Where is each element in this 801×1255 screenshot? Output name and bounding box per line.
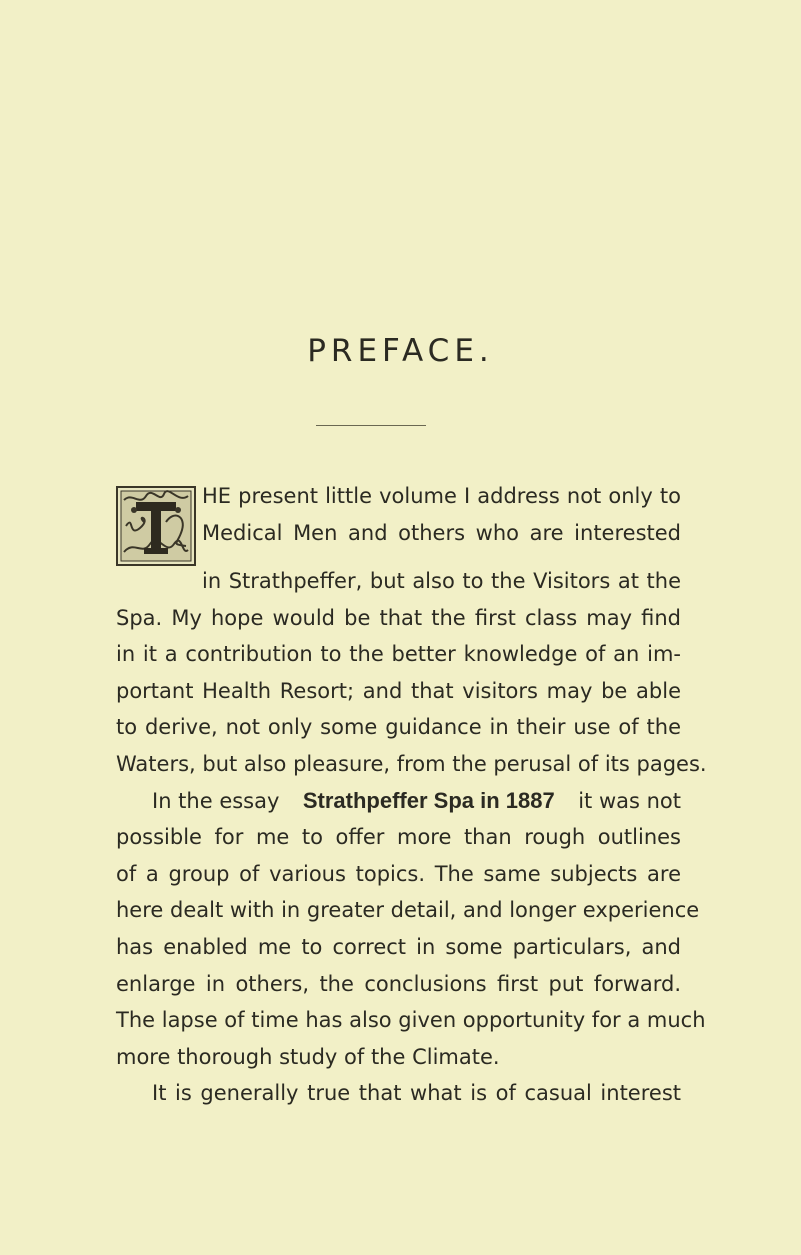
text-line: Medical Men and others who are interested: [202, 520, 681, 545]
text-line: enlarge in others, the conclusions first put forward.: [116, 971, 681, 996]
paragraph-1-opening: [202, 478, 681, 551]
text-line: in it a contribution to the better knowledge of an im-: [116, 642, 681, 667]
page-title: PREFACE.: [307, 333, 494, 369]
decorated-initial-t: [116, 486, 196, 566]
essay-title: Strathpeffer Spa in 1887: [302, 787, 555, 813]
text-span: it was not: [578, 788, 681, 813]
body-text: [116, 563, 707, 1112]
title-divider: [316, 425, 426, 426]
text-span: In the essay: [152, 788, 280, 813]
text-line: in Strathpeffer, but also to the Visitors at the: [202, 569, 681, 593]
text-line: Waters, but also pleasure, from the perusal of its pages.: [116, 751, 707, 776]
text-line: portant Health Resort; and that visitors may be able: [116, 678, 681, 703]
text-line: Spa. My hope would be that the first class may find: [116, 605, 681, 630]
paragraph-2-first-line: [116, 783, 681, 820]
text-line: more thorough study of the Climate.: [116, 1044, 500, 1069]
text-line: here dealt with in greater detail, and longer experience: [116, 898, 700, 923]
text-line: HE present little volume I address not only to: [202, 484, 681, 508]
text-line: to derive, not only some guidance in their use of the: [116, 715, 681, 740]
text-line: The lapse of time has also given opportunity for a much: [116, 1008, 706, 1033]
text-line: of a group of various topics. The same subjects are: [116, 861, 681, 886]
text-line: has enabled me to correct in some particulars, and: [116, 934, 681, 959]
text-line: It is generally true that what is of casual interest: [152, 1081, 681, 1106]
text-line: possible for me to offer more than rough outlines: [116, 825, 681, 850]
